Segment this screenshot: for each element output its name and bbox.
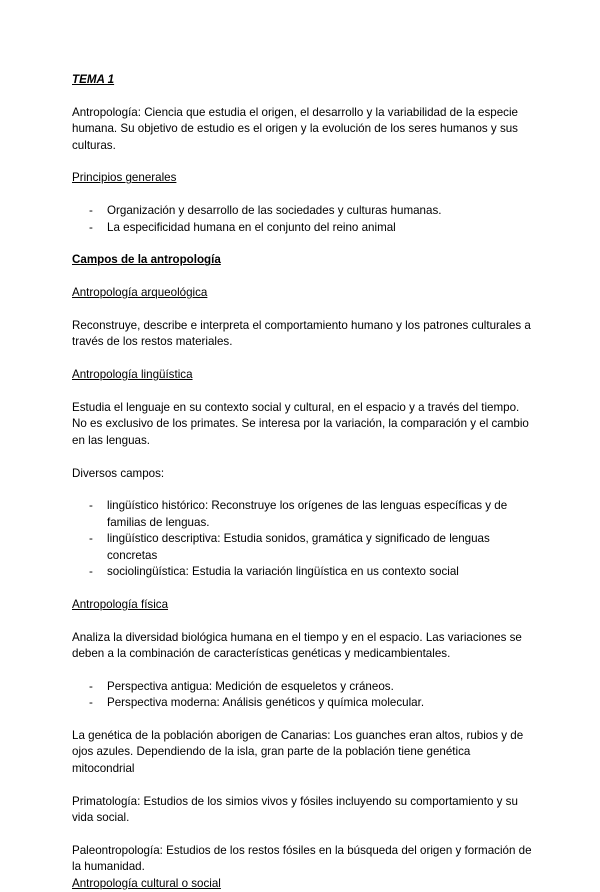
list-item: - Perspectiva moderna: Análisis genéticos y química molecular. — [72, 695, 534, 711]
fisica-list — [72, 679, 534, 712]
list-item: - sociolingüística: Estudia la variación lingüística en us contexto social — [72, 564, 534, 580]
document-title: TEMA 1 — [72, 73, 115, 86]
primatologia-paragraph: Primatología: Estudios de los simios vivos y fósiles incluyendo su comportamiento y su vida social. — [72, 794, 518, 825]
principles-list — [72, 203, 534, 236]
list-item: - lingüístico histórico: Reconstruye los orígenes de las lenguas específicas y de familias de lenguas. — [72, 498, 534, 531]
fisica-heading: Antropología física — [72, 597, 169, 611]
linguistica-subheading: Diversos campos: — [72, 466, 165, 480]
document-page — [72, 72, 534, 892]
fisica-text: Analiza la diversidad biológica humana en el tiempo y en el espacio. Las variaciones se deben a la combinación de características genéticas y medicambientales. — [72, 630, 522, 661]
linguistica-text: Estudia el lenguaje en su contexto social y cultural, en el espacio y a través del tiempo. No es exclusivo de los primates. Se interesa por la variación, la comparación y el cambio en las lenguas. — [72, 401, 529, 447]
list-item: - Perspectiva antigua: Medición de esqueletos y cráneos. — [72, 679, 534, 695]
paleontropologia-paragraph: Paleontropología: Estudios de los restos fósiles en la búsqueda del origen y formación de la humanidad. — [72, 843, 532, 874]
linguistica-list — [72, 498, 534, 580]
arqueologica-text: Reconstruye, describe e interpreta el comportamiento humano y los patrones culturales a través de los restos materiales. — [72, 319, 531, 349]
list-item: - La especificidad humana en el conjunto del reino animal — [72, 220, 534, 236]
list-item: - Organización y desarrollo de las sociedades y culturas humanas. — [72, 203, 534, 219]
principles-heading: Principios generales — [72, 171, 177, 185]
cultural-heading: Antropología cultural o social — [72, 876, 221, 890]
genetica-paragraph: La genética de la población aborigen de Canarias: Los guanches eran altos, rubios y de ojos azules. Dependiendo de la isla, gran parte de la población tiene genética mitocondrial — [72, 729, 524, 775]
linguistica-heading: Antropología lingüística — [72, 368, 193, 382]
arqueologica-heading: Antropología arqueológica — [72, 286, 208, 300]
list-item: - lingüístico descriptiva: Estudia sonidos, gramática y significado de lenguas concretas — [72, 531, 534, 564]
campos-heading: Campos de la antropología — [72, 253, 221, 267]
intro-paragraph: Antropología: Ciencia que estudia el origen, el desarrollo y la variabilidad de la especie humana. Su objetivo de estudio es el origen y la evolución de los seres humanos y sus culturas. — [72, 105, 518, 152]
